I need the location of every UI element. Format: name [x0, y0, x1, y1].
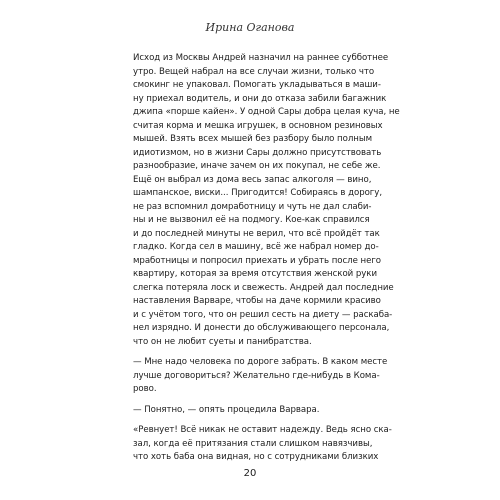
paragraph: [133, 52, 400, 349]
text-line: ну приехал водитель, и они до отказа забили багажник: [133, 93, 387, 104]
text-line: квартиру, которая за время отсутствия женской руки: [133, 269, 377, 279]
text-line: и с учётом того, что он решил сесть на диету — раскаба-: [133, 309, 393, 320]
text-line: что хоть баба она видная, но с сотрудниками близких: [133, 452, 379, 462]
text-line: что он не любит суеты и панибратства.: [133, 336, 312, 347]
text-line: Исход из Москвы Андрей назначил на раннее субботнее: [133, 53, 389, 63]
text-line: смокинг не упаковал. Помогать укладываться в маши-: [133, 80, 381, 90]
text-line: слегка потеряла лоск и свежесть. Андрей дал последние: [133, 282, 394, 293]
text-line: гладко. Когда сел в машину, всё же набрал номер до-: [133, 242, 379, 252]
text-line: шампанское, виски... Пригодится! Собираясь в дорогу,: [133, 188, 382, 198]
text-line: не раз вспомнил домработницу и чуть не дал слаби-: [133, 201, 372, 212]
paragraph: [133, 424, 392, 465]
paragraph: [133, 356, 388, 397]
text-line: — Мне надо человека по дороге забрать. В каком месте: [133, 357, 388, 367]
body-text: [133, 52, 400, 472]
text-line: мышей. Взять всех мышей без разбору было полным: [133, 134, 373, 144]
running-header-author: Ирина Оганова: [205, 21, 295, 34]
text-line: Ещё он выбрал из дома весь запас алкоголя — вино,: [133, 174, 372, 185]
text-line: лучше договориться? Желательно где-нибудь в Кома-: [133, 370, 380, 381]
text-line: мработницы и попросил приехать и убрать после него: [133, 255, 382, 266]
paragraph: [133, 404, 368, 418]
text-line: считая корма и мешка игрушек, в основном резиновых: [133, 120, 383, 131]
text-line: утро. Вещей набрал на все случаи жизни, только что: [133, 66, 375, 77]
text-line: рово.: [133, 384, 157, 394]
text-line: идиотизмом, но в жизни Сары должно присутствовать: [133, 147, 382, 158]
text-line: наставления Варваре, чтобы на даче кормили красиво: [133, 296, 381, 306]
page-number: 20: [243, 468, 257, 479]
text-line: — Понятно, — опять процедила Варвара.: [133, 404, 320, 415]
text-line: нел изрядно. И донести до обслуживающего персонала,: [133, 323, 390, 333]
text-line: джипа «порше кайен». У одной Сары добра целая куча, не: [133, 107, 400, 117]
text-line: ны и не вызвонил её на подмогу. Кое-как справился: [133, 215, 370, 225]
text-line: «Ревнует! Всё никак не оставит надежду. Ведь ясно ска-: [133, 425, 392, 435]
text-line: и до последней минуты не верил, что всё пройдёт так: [133, 228, 380, 239]
text-line: разнообразие, иначе зачем он их покупал, не себе же.: [133, 161, 381, 171]
text-line: зал, когда её притязания стали слишком навязчивы,: [133, 438, 373, 449]
